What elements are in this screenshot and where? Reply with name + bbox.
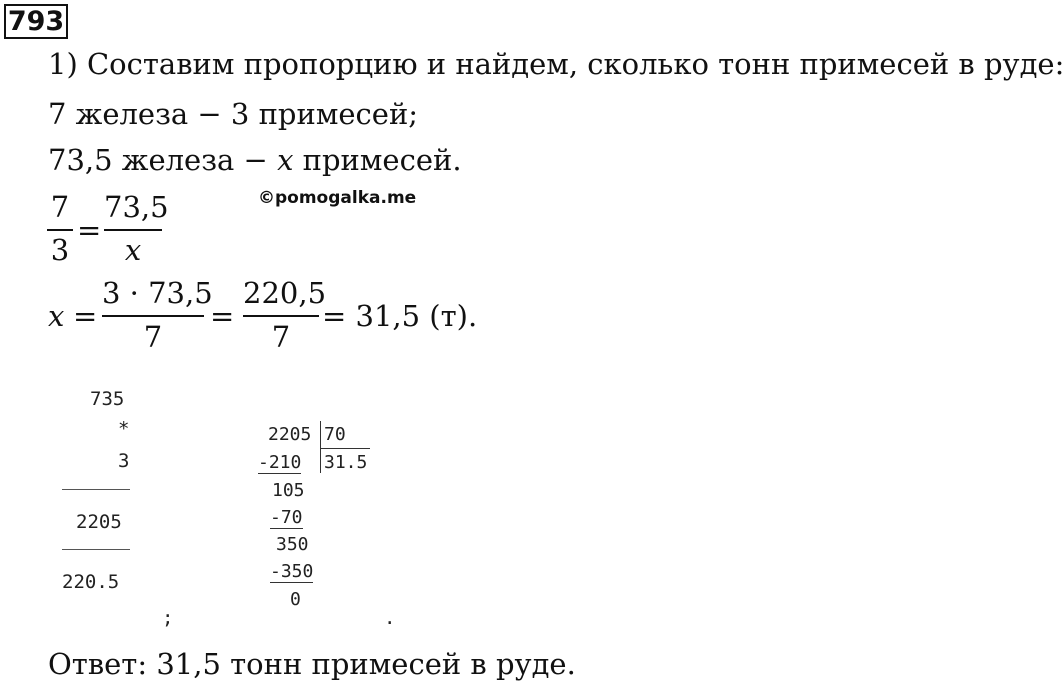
mult-operand-b: 3 — [118, 450, 130, 472]
task-number: 793 — [4, 4, 68, 39]
solution-fraction-1-denominator: 7 — [143, 320, 163, 354]
proportion-left-fraction-bar — [47, 229, 73, 231]
proportion-left-numerator: 7 — [50, 190, 70, 224]
proportion-right-numerator: 73,5 — [104, 190, 169, 224]
solution-fraction-2-denominator: 7 — [271, 320, 291, 354]
solution-fraction-1-bar — [102, 315, 204, 317]
solution-equals-2: = — [210, 299, 235, 333]
mult-end-mark: ; — [162, 607, 174, 629]
division-vertical-rule — [320, 421, 321, 473]
solution-result: = 31,5 (т). — [322, 299, 478, 333]
solution-equals-1: = — [73, 299, 98, 333]
division-step-5: -350 — [270, 561, 314, 582]
division-step-2: 105 — [272, 480, 305, 501]
mult-rule-2 — [62, 549, 130, 550]
division-divisor-rule — [320, 448, 370, 449]
watermark: ©pomogalka.me — [258, 188, 417, 208]
line-3 — [48, 143, 462, 177]
solution-fraction-2-bar — [243, 315, 319, 317]
line-3-suffix: примесей. — [293, 143, 462, 177]
mult-operand-a: 735 — [90, 388, 125, 410]
proportion-left-denominator: 3 — [50, 233, 70, 267]
division-step-6: 0 — [290, 589, 301, 610]
division-dividend: 2205 — [268, 424, 312, 445]
solution-fraction-2-numerator: 220,5 — [243, 276, 327, 310]
proportion-right-fraction-bar — [104, 229, 162, 231]
solution-fraction-1-numerator: 3 · 73,5 — [102, 276, 213, 310]
line-2: 7 железа − 3 примесей; — [48, 97, 419, 131]
line-3-prefix: 73,5 железа − — [48, 143, 278, 177]
proportion-right-denominator: x — [124, 233, 142, 267]
mult-operator: * — [118, 418, 130, 440]
division-step-1: -210 — [258, 452, 302, 473]
solution-variable: x — [48, 299, 65, 333]
answer: Ответ: 31,5 тонн примесей в руде. — [48, 647, 576, 681]
line-3-variable: x — [277, 143, 294, 177]
proportion-equals: = — [77, 213, 102, 247]
division-step-3: -70 — [270, 507, 303, 528]
division-step-4: 350 — [276, 534, 309, 555]
division-quotient: 31.5 — [324, 452, 368, 473]
mult-product: 2205 — [76, 511, 122, 533]
division-end-mark: . — [384, 607, 396, 629]
division-divisor: 70 — [324, 424, 346, 445]
mult-final: 220.5 — [62, 571, 120, 593]
mult-rule-1 — [62, 489, 130, 490]
line-1: 1) Составим пропорцию и найдем, сколько тонн примесей в руде: — [48, 47, 1064, 81]
